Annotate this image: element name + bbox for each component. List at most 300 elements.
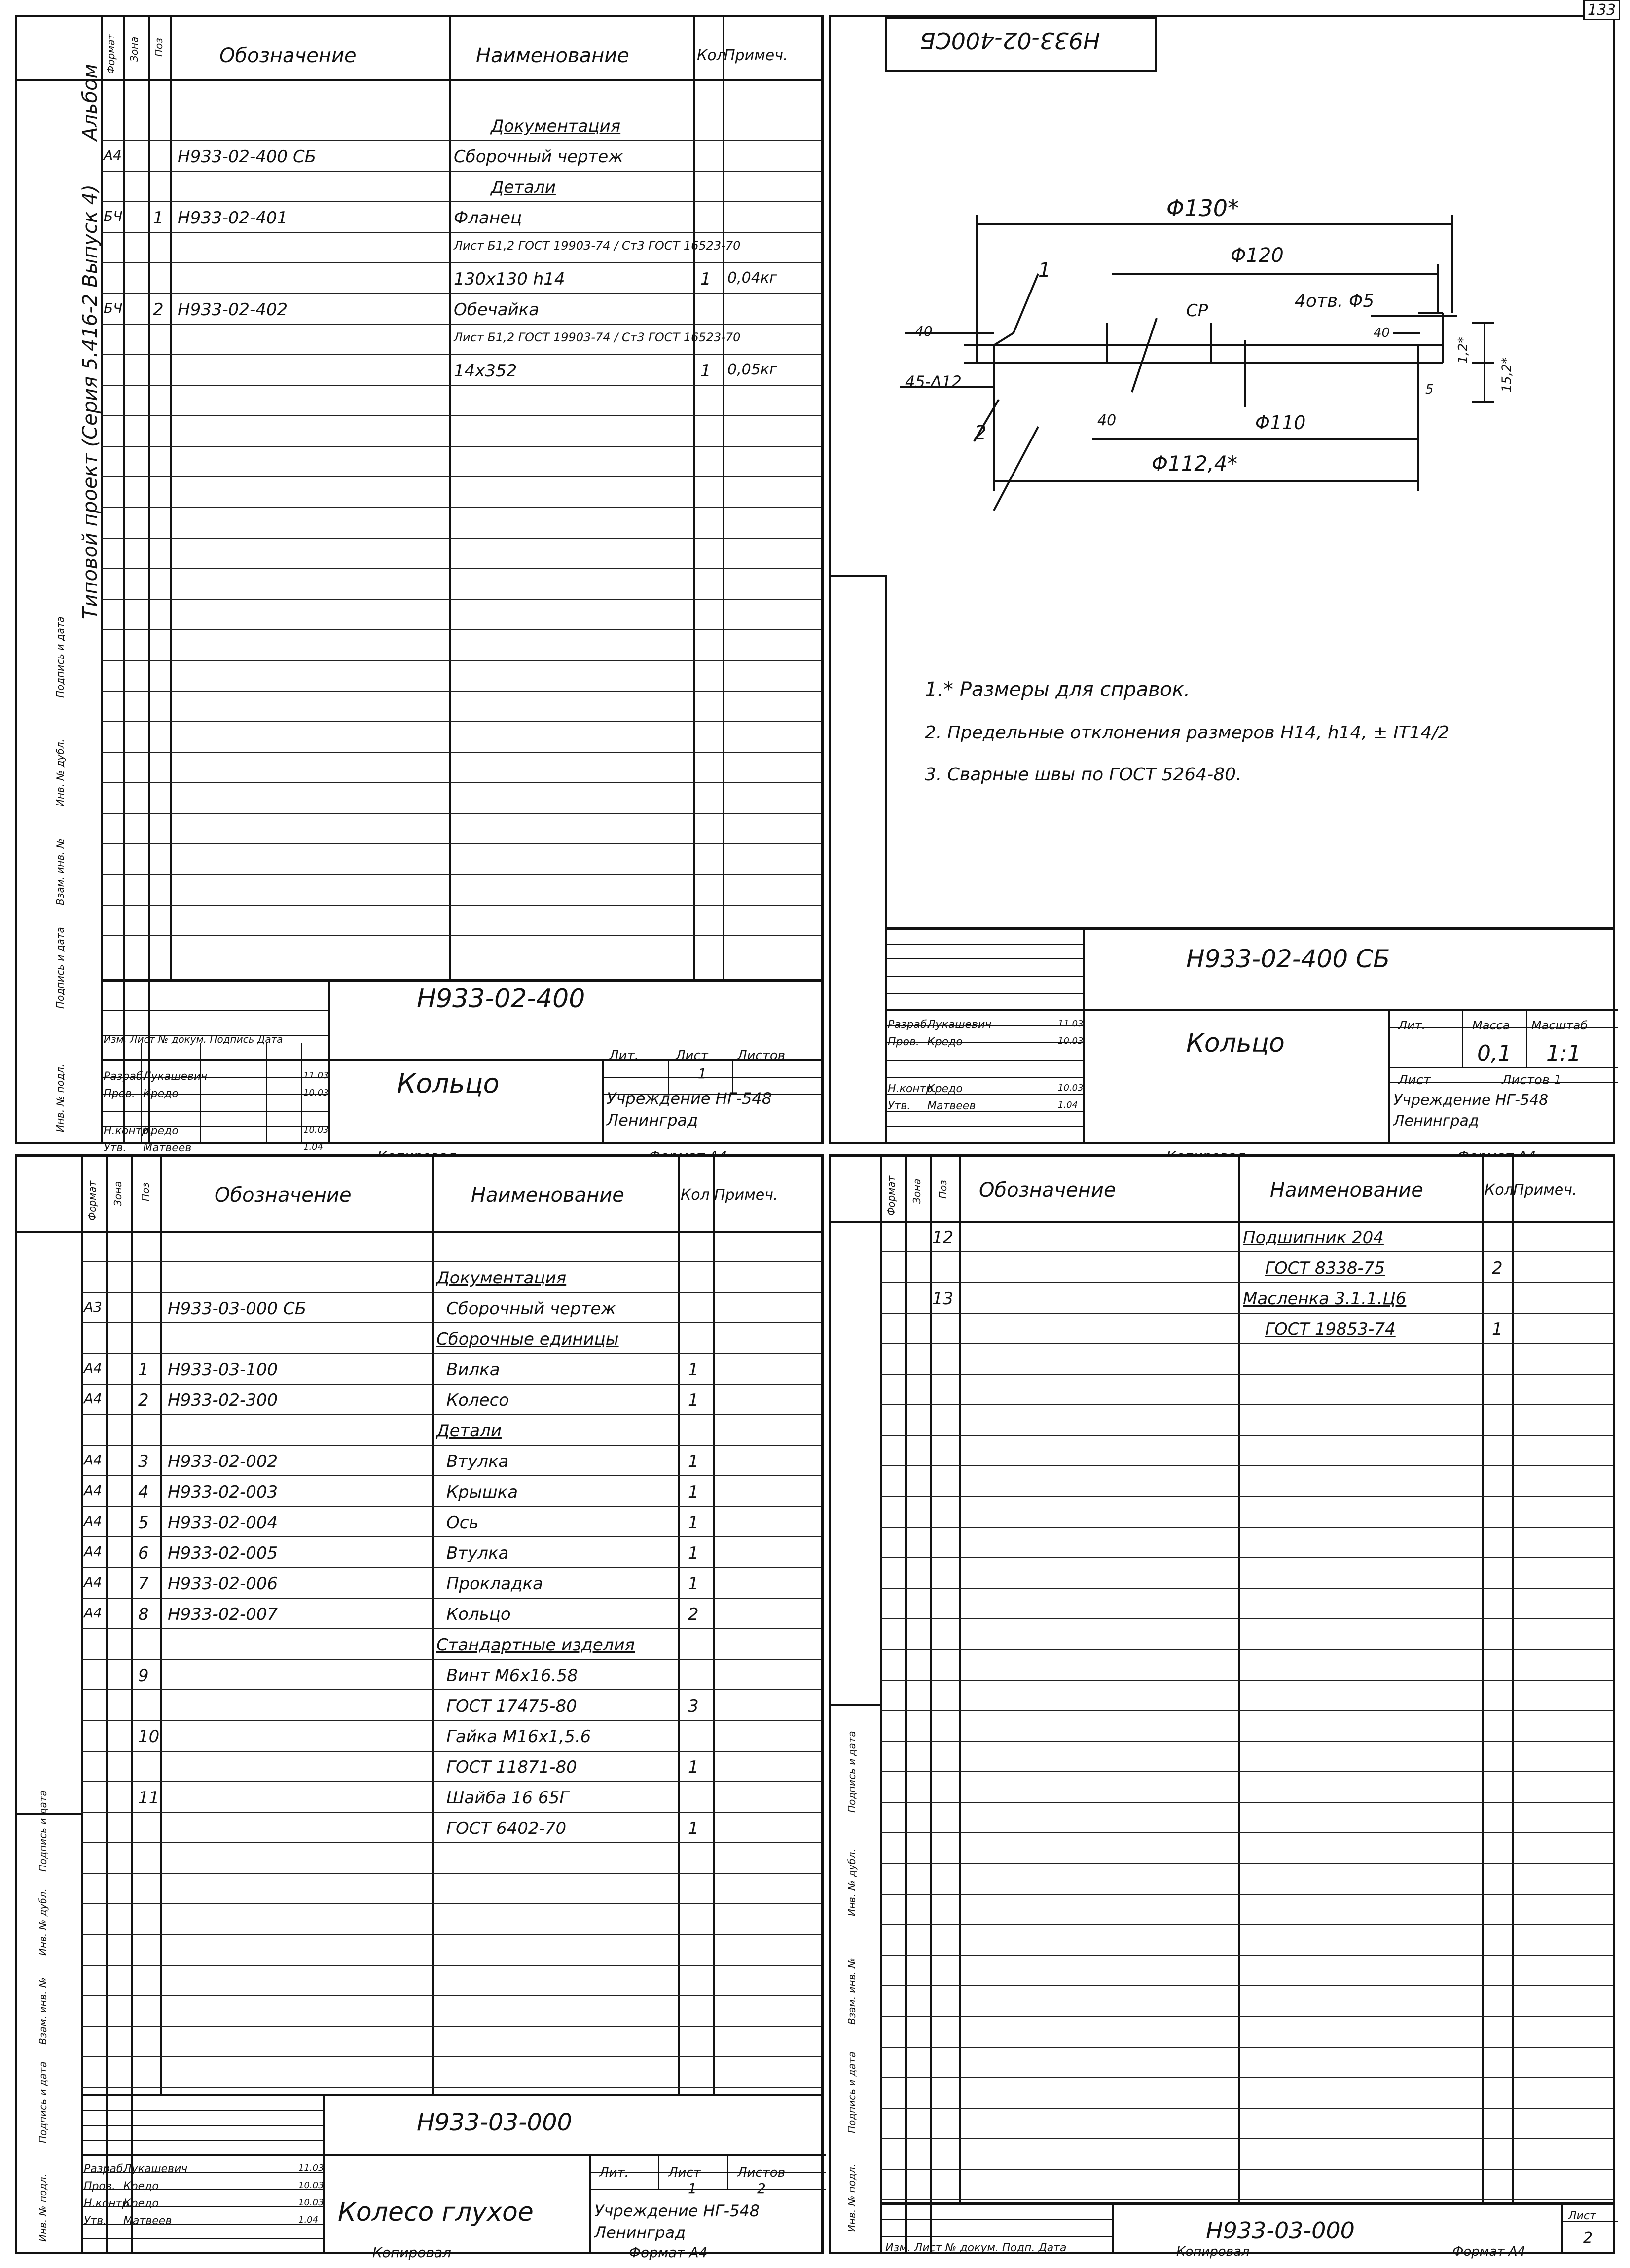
spec-pos: 9	[138, 1666, 149, 1685]
hdr3-format: Формат	[86, 1180, 98, 1221]
person-name: Матвеев	[927, 1100, 976, 1112]
spec-designation: Н933-03-100	[168, 1360, 278, 1380]
row-divider	[880, 1343, 1613, 1344]
spec-name: Колесо	[446, 1390, 509, 1410]
row-divider	[880, 1710, 1613, 1711]
row-divider	[81, 1384, 821, 1385]
sheets-no-3: 2	[757, 2180, 766, 2196]
row-divider	[81, 1445, 821, 1446]
strip-label-5: Подпись и дата	[54, 616, 66, 698]
spec-qty: 1	[688, 1543, 699, 1563]
spec-qty: 1	[1492, 1319, 1503, 1339]
mass-value: 0,1	[1477, 1041, 1512, 1066]
spec-pos: 13	[932, 1289, 954, 1309]
row-divider	[81, 1261, 821, 1262]
hdr4-designation: Обозначение	[979, 1179, 1116, 1202]
row-divider	[880, 2199, 1613, 2200]
hdr3-name: Наименование	[471, 1184, 624, 1207]
col4-format	[880, 1157, 882, 2252]
note-1: 1.* Размеры для справок.	[925, 678, 1191, 701]
hdr-name: Наименование	[476, 44, 629, 67]
row-divider	[81, 1475, 821, 1476]
weld-cr: СР	[1186, 301, 1208, 321]
person-role: Разраб.	[84, 2163, 127, 2175]
spec-name: ГОСТ 19853-74	[1265, 1319, 1396, 1339]
ring-drawing	[831, 17, 1618, 511]
strip3-label-5: Подпись и дата	[37, 1790, 49, 1872]
col3-designation	[160, 1157, 162, 2094]
row-divider	[101, 813, 821, 814]
pos-2: 2	[974, 422, 987, 444]
spec-format: БЧ	[104, 208, 123, 224]
strip-label-1: Инв. № подл.	[54, 1064, 66, 1132]
album-label: Альбом	[79, 64, 102, 141]
person-name: Лукашевич	[123, 2163, 188, 2175]
row-divider	[101, 201, 821, 202]
row-divider	[101, 874, 821, 875]
org-2: Учреждение НГ-548 Ленинград	[1393, 1092, 1549, 1130]
spec-qty: 1	[688, 1482, 699, 1502]
spec-name: Крышка	[446, 1482, 518, 1502]
row-divider	[81, 2056, 821, 2057]
spec-qty: 1	[688, 1819, 699, 1838]
hdr3-note: Примеч.	[714, 1186, 778, 1204]
row-divider	[101, 415, 821, 416]
spec-name: ГОСТ 6402-70	[446, 1819, 567, 1838]
spec-qty: 1	[688, 1452, 699, 1471]
spec-format: A4	[84, 1390, 102, 1407]
person-role: Утв.	[84, 2215, 107, 2227]
weld-45: 45-Δ12	[905, 372, 962, 391]
spec-designation: Н933-02-007	[168, 1605, 278, 1624]
title-code-3: Н933-03-000	[417, 2109, 573, 2136]
row-divider	[101, 324, 821, 325]
row-divider	[880, 1894, 1613, 1895]
spec-designation: Н933-02-401	[178, 208, 288, 228]
hdr3-pos: Поз	[140, 1182, 151, 1201]
row-divider	[880, 1863, 1613, 1864]
person-role: Утв.	[104, 1142, 127, 1154]
sheet-label-4: Лист	[1568, 2210, 1596, 2222]
spec-designation: Н933-02-003	[168, 1482, 278, 1502]
row-divider	[880, 1282, 1613, 1283]
side-strip-3	[17, 1813, 83, 2252]
row-divider	[81, 1720, 821, 1721]
lit-label: Лит.	[609, 1048, 639, 1063]
row-divider	[81, 1751, 821, 1752]
person-name: Лукашевич	[143, 1070, 208, 1083]
row-divider	[101, 507, 821, 508]
sheet-label-2: Лист	[1398, 1073, 1431, 1088]
row-divider	[101, 691, 821, 692]
title-name: Кольцо	[397, 1068, 500, 1099]
person-role: Пров.	[84, 2180, 115, 2193]
row-divider	[101, 293, 821, 294]
col3-qty	[678, 1157, 680, 2094]
row-divider	[81, 1995, 821, 1996]
row-divider	[880, 1924, 1613, 1925]
row-divider	[880, 1649, 1613, 1650]
strip4-label-5: Подпись и дата	[846, 1731, 858, 1813]
strip-label-4: Инв. № дубл.	[54, 739, 66, 806]
person-date: 10.03	[1058, 1083, 1084, 1093]
row-divider	[880, 1741, 1613, 1742]
title-name-3: Колесо глухое	[338, 2197, 534, 2227]
person-date: 10.03	[303, 1088, 329, 1098]
spec-name: Стандартные изделия	[436, 1635, 635, 1655]
spec-designation: Н933-03-000 СБ	[168, 1299, 307, 1318]
sheet-number: 1	[698, 1065, 707, 1082]
row-divider	[880, 1802, 1613, 1803]
spec-format: A4	[104, 147, 122, 163]
row-divider	[880, 1435, 1613, 1436]
copied-label-3: Копировал	[372, 2244, 451, 2261]
hdr-zone: Зона	[128, 37, 140, 62]
person-date: 1.04	[298, 2215, 319, 2225]
title-name-2: Кольцо	[1186, 1028, 1285, 1058]
row-divider	[81, 1567, 821, 1568]
strip3-label-2: Подпись и дата	[37, 2061, 49, 2143]
copied-label-4: Копировал	[1176, 2244, 1250, 2259]
col3-name	[432, 1157, 434, 2094]
row-divider	[880, 1618, 1613, 1619]
hdr4-note: Примеч.	[1513, 1181, 1577, 1199]
hdr3-qty: Кол	[681, 1186, 710, 1204]
dim-d110: Φ110	[1255, 412, 1306, 434]
scale-label: Масштаб	[1531, 1019, 1588, 1032]
spec-name: Вилка	[446, 1360, 500, 1380]
row-divider	[81, 1873, 821, 1874]
person-date: 10.03	[298, 2197, 324, 2208]
side-strip-2	[831, 575, 887, 1142]
person-role: Разраб.	[104, 1070, 146, 1083]
spec-qty: 1	[688, 1390, 699, 1410]
spec-sheet-1	[15, 15, 824, 1154]
hdr-designation: Обозначение	[219, 44, 357, 67]
spec-name: Прокладка	[446, 1574, 543, 1594]
spec-format: A4	[84, 1543, 102, 1560]
strip4-label-3: Взам. инв. №	[846, 1958, 858, 2025]
spec-name: 14x352	[454, 361, 517, 381]
spec-designation: Н933-02-006	[168, 1574, 278, 1594]
spec-name: Обечайка	[454, 300, 540, 320]
spec-format: A4	[84, 1482, 102, 1499]
dim-152: 15,2*	[1499, 357, 1515, 393]
row-divider	[880, 1771, 1613, 1772]
spec-pos: 3	[138, 1452, 149, 1471]
strip4-label-1: Инв. № подл.	[846, 2164, 858, 2232]
spec-qty: 1	[688, 1360, 699, 1380]
sheet-label-3: Лист	[668, 2165, 701, 2180]
person-date: 11.03	[298, 2163, 324, 2173]
spec-sheet-3	[15, 1154, 824, 2261]
hdr3-zone: Зона	[112, 1181, 124, 1206]
spec-name: Гайка М16x1,5.6	[446, 1727, 591, 1747]
hdr4-format: Формат	[885, 1175, 897, 1216]
hdr3-designation: Обозначение	[215, 1184, 352, 1207]
row-divider	[101, 446, 821, 447]
row-divider	[101, 354, 821, 355]
hdr-note: Примеч.	[724, 47, 788, 64]
spec-designation: Н933-02-402	[178, 300, 288, 320]
hdr-pos: Поз	[153, 38, 165, 57]
person-date: 10.03	[1058, 1036, 1084, 1046]
spec-name: Втулка	[446, 1452, 509, 1471]
hdr4-qty: Кол	[1485, 1181, 1514, 1199]
row-divider	[880, 1251, 1613, 1252]
person-name: Кредо	[123, 2180, 159, 2193]
col3-note	[713, 1157, 715, 2094]
dim-d112: Φ112,4*	[1152, 451, 1238, 476]
row-divider	[880, 2169, 1613, 2170]
spec-qty: 1	[688, 1513, 699, 1533]
col4-pos	[930, 1157, 932, 2252]
hdr-qty: Кол	[697, 47, 726, 64]
spec-sheet-4	[829, 1154, 1615, 2259]
person-role: Н.контр.	[888, 1083, 937, 1095]
sheet-no-4: 2	[1583, 2230, 1593, 2247]
spec-name: Документация	[436, 1268, 567, 1288]
spec-pos: 7	[138, 1574, 149, 1594]
spec-pos: 4	[138, 1482, 149, 1502]
row-divider	[81, 1842, 821, 1843]
row-divider	[101, 140, 821, 141]
spec-designation: Н933-02-005	[168, 1543, 278, 1563]
spec-pos: 10	[138, 1727, 160, 1747]
row-divider	[81, 1414, 821, 1415]
person-role: Н.контр.	[84, 2197, 133, 2210]
row-divider	[81, 1506, 821, 1507]
row-divider	[880, 1985, 1613, 1986]
sheet-no-3: 1	[688, 2180, 697, 2196]
row-divider	[81, 1353, 821, 1354]
sheets-label-2: Листов 1	[1502, 1073, 1562, 1088]
spec-designation: Н933-02-004	[168, 1513, 278, 1533]
row-divider	[101, 476, 821, 477]
person-name: Матвеев	[123, 2215, 172, 2227]
dim-12: 1,2*	[1456, 336, 1471, 364]
spec-qty: 1	[700, 361, 711, 381]
dim-r40: 40	[1097, 412, 1117, 429]
spec-name: Кольцо	[446, 1605, 511, 1624]
spec-pos: 8	[138, 1605, 149, 1624]
spec-format: A4	[84, 1605, 102, 1621]
note-2: 2. Предельные отклонения размеров Н14, h14, ± IT14/2	[925, 723, 1449, 743]
person-name: Кредо	[143, 1088, 179, 1100]
person-name: Кредо	[927, 1036, 963, 1048]
spec-pos: 2	[153, 300, 164, 320]
row-divider	[101, 752, 821, 753]
row-divider	[880, 1557, 1613, 1558]
strip-label-3: Взам. инв. №	[54, 838, 66, 905]
row-divider	[880, 1527, 1613, 1528]
person-name: Матвеев	[143, 1142, 192, 1154]
spec-pos: 1	[138, 1360, 149, 1380]
col-note	[723, 17, 724, 979]
sign-labels-4: Изм. Лист № докум. Подп. Дата	[885, 2242, 1067, 2254]
scale-value: 1:1	[1546, 1041, 1581, 1066]
title-code-4: Н933-03-000	[1206, 2217, 1355, 2244]
row-divider	[880, 1374, 1613, 1375]
person-name: Кредо	[123, 2197, 159, 2210]
dim-holes: 4отв. Φ5	[1295, 291, 1375, 311]
pos-1: 1	[1038, 259, 1051, 282]
lit-label-2: Лит.	[1398, 1019, 1426, 1032]
spec-format: БЧ	[104, 300, 123, 316]
spec-format: A4	[84, 1452, 102, 1468]
sheets-label-3: Листов	[737, 2165, 786, 2180]
person-name: Лукашевич	[927, 1019, 992, 1031]
spec-name: Детали	[436, 1421, 502, 1441]
row-divider	[880, 1680, 1613, 1681]
hdr4-name: Наименование	[1270, 1179, 1423, 1202]
spec-name: Документация	[491, 116, 621, 136]
person-date: 10.03	[298, 2180, 324, 2191]
row-divider	[101, 660, 821, 661]
dim-d130: Φ130*	[1166, 195, 1239, 221]
spec-pos: 12	[932, 1228, 954, 1247]
row-divider	[101, 385, 821, 386]
col-designation	[170, 17, 172, 979]
spec-name: Сборочный чертеж	[454, 147, 623, 167]
col-pos	[148, 17, 150, 1142]
hdr-format: Формат	[105, 34, 117, 74]
spec-name: Лист Б1,2 ГОСТ 19903-74 / Ст3 ГОСТ 16523-70	[454, 239, 741, 253]
col4-zone	[905, 1157, 907, 2252]
row-divider	[81, 1903, 821, 1904]
person-role: Пров.	[888, 1036, 919, 1048]
strip3-label-3: Взам. инв. №	[37, 1977, 49, 2045]
org-3: Учреждение НГ-548 Ленинград	[594, 2201, 760, 2242]
spec-format: A3	[84, 1299, 102, 1315]
row-divider	[880, 1404, 1613, 1405]
row-divider	[101, 843, 821, 844]
spec-designation: Н933-02-300	[168, 1390, 278, 1410]
spec-format: A4	[84, 1513, 102, 1529]
dim-d120: Φ120	[1231, 244, 1284, 267]
row-divider	[81, 1689, 821, 1690]
row-divider	[81, 1322, 821, 1323]
spec-designation: Н933-02-400 СБ	[178, 147, 317, 167]
dim-40a: 40	[915, 323, 933, 339]
spec-format: A4	[84, 1574, 102, 1590]
strip-label-2: Подпись и дата	[54, 927, 66, 1009]
page-number: 133	[1583, 0, 1620, 20]
row-divider	[81, 1812, 821, 1813]
row-divider	[880, 1832, 1613, 1833]
row-divider	[101, 262, 821, 263]
row-divider	[101, 171, 821, 172]
row-divider	[880, 1588, 1613, 1589]
row-divider	[101, 721, 821, 722]
spec-qty: 2	[1492, 1258, 1503, 1278]
person-name: Кредо	[927, 1083, 963, 1095]
sign-hdr: Изм. Лист № докум. Подпись Дата	[104, 1033, 283, 1045]
spec-name: Детали	[491, 178, 556, 197]
strip4-label-4: Инв. № дубл.	[846, 1849, 858, 1916]
row-divider	[101, 232, 821, 233]
row-divider	[81, 1292, 821, 1293]
lit-label-3: Лит.	[599, 2165, 629, 2180]
row-divider	[880, 1313, 1613, 1314]
person-date: 1.04	[303, 1142, 324, 1152]
row-divider	[81, 1781, 821, 1782]
row-divider	[880, 2138, 1613, 2139]
side-project-label: Типовой проект (Серия 5.416-2 Выпуск 4)	[79, 184, 102, 619]
org: Учреждение НГ-548 Ленинград	[607, 1089, 772, 1130]
spec-name: Сборочный чертеж	[446, 1299, 616, 1318]
spec-qty: 1	[688, 1757, 699, 1777]
row-divider	[81, 1598, 821, 1599]
mass-label: Масса	[1472, 1019, 1510, 1032]
spec-designation: Н933-02-002	[168, 1452, 278, 1471]
format-label-4: Формат А4	[1452, 2244, 1526, 2259]
title-code-2: Н933-02-400 СБ	[1186, 945, 1390, 973]
row-divider	[880, 1465, 1613, 1466]
row-divider	[880, 2047, 1613, 2048]
spec-name: Втулка	[446, 1543, 509, 1563]
row-divider	[81, 1628, 821, 1629]
row-divider	[81, 1965, 821, 1966]
row-divider	[81, 2087, 821, 2088]
row-divider	[81, 2026, 821, 2027]
dim-5: 5	[1425, 382, 1434, 397]
spec-name: ГОСТ 17475-80	[446, 1696, 577, 1716]
spec-name: Винт М6x16.58	[446, 1666, 578, 1685]
spec-name: Лист Б1,2 ГОСТ 19903-74 / Ст3 ГОСТ 16523-70	[454, 330, 741, 344]
row-divider	[880, 2108, 1613, 2109]
spec-name: ГОСТ 11871-80	[446, 1757, 577, 1777]
strip3-label-1: Инв. № подл.	[37, 2174, 49, 2242]
row-divider	[880, 1496, 1613, 1497]
dim-40b: 40	[1374, 326, 1390, 340]
spec-name: Фланец	[454, 208, 522, 228]
title-code: Н933-02-400	[417, 984, 585, 1014]
spec-format: A4	[84, 1360, 102, 1376]
spec-note: 0,04кг	[727, 269, 777, 287]
person-date: 11.03	[1058, 1019, 1084, 1029]
col-format	[101, 17, 103, 1142]
spec-name: ГОСТ 8338-75	[1265, 1258, 1385, 1278]
row-divider	[101, 599, 821, 600]
row-divider	[880, 1955, 1613, 1956]
person-role: Разраб.	[888, 1019, 931, 1031]
person-date: 1.04	[1058, 1100, 1078, 1110]
strip4-label-2: Подпись и дата	[846, 2051, 858, 2133]
person-date: 11.03	[303, 1070, 329, 1081]
row-divider	[81, 1659, 821, 1660]
spec-pos: 1	[153, 208, 164, 228]
spec-name: Ось	[446, 1513, 479, 1533]
col-zone	[123, 17, 125, 1142]
row-divider	[880, 2077, 1613, 2078]
spec-name: Подшипник 204	[1243, 1228, 1384, 1247]
spec-pos: 11	[138, 1788, 160, 1808]
sheet-label: Лист	[676, 1048, 708, 1063]
format-label-3: Формат А4	[629, 2244, 708, 2261]
stamp-code-rotated: Н933-02-400СБ	[920, 27, 1100, 54]
spec-name: 130x130 h14	[454, 269, 565, 289]
spec-note: 0,05кг	[727, 361, 777, 378]
spec-qty: 2	[688, 1605, 699, 1624]
spec-name: Масленка 3.1.1.Ц6	[1243, 1289, 1407, 1309]
spec-pos: 5	[138, 1513, 149, 1533]
person-role: Пров.	[104, 1088, 135, 1100]
row-divider	[880, 2016, 1613, 2017]
hdr4-zone: Зона	[911, 1178, 923, 1204]
spec-qty: 3	[688, 1696, 699, 1716]
row-divider	[101, 538, 821, 539]
